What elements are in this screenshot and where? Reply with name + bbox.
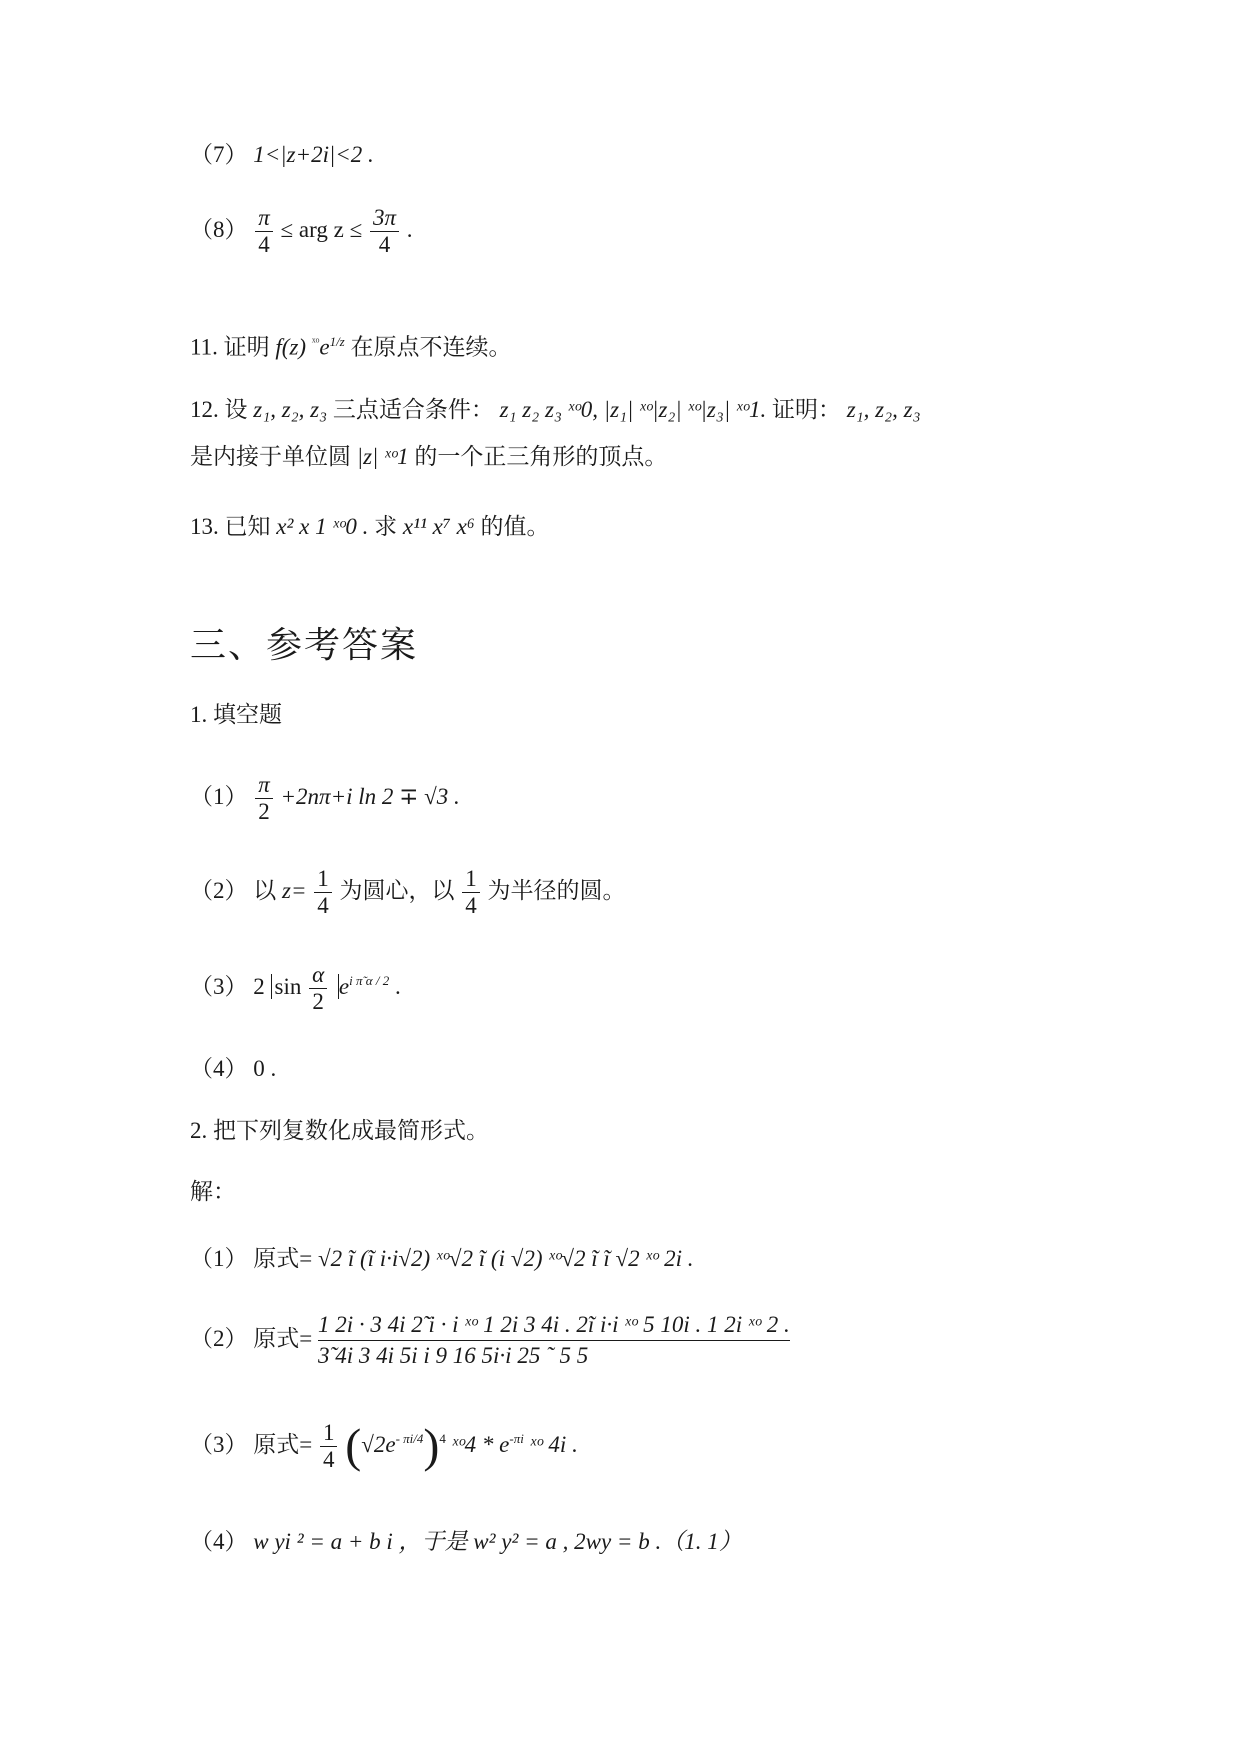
expression-end: . bbox=[406, 216, 413, 242]
answer-text: 以 bbox=[253, 877, 277, 903]
garbled-symbol: ˣᵒ bbox=[311, 334, 320, 349]
fraction-numerator: 3π bbox=[370, 205, 399, 232]
answer-text: 为圆心，以 bbox=[339, 877, 455, 903]
variables: z₁, z₂, z₃ bbox=[253, 397, 328, 422]
answer-1-title: 1. 填空题 bbox=[190, 702, 282, 727]
power: 4 bbox=[439, 1431, 446, 1447]
fraction-numerator: π bbox=[255, 772, 273, 799]
fraction-numerator: π bbox=[255, 205, 273, 232]
fraction-denominator: 4 bbox=[317, 893, 329, 918]
problem-text: 的值。 bbox=[480, 514, 550, 539]
fraction bbox=[314, 866, 332, 919]
problem-text: 在原点不连续。 bbox=[350, 334, 512, 360]
problem-number: 12. bbox=[190, 397, 219, 422]
answer-1-1 bbox=[190, 772, 460, 825]
answer-label: （4） bbox=[190, 1529, 248, 1554]
fraction bbox=[320, 1420, 338, 1473]
answer-expression: ˣᵒ 4i . bbox=[529, 1431, 578, 1457]
inner-expression: √2e bbox=[361, 1431, 396, 1457]
answer-text: 原式= bbox=[253, 1325, 313, 1351]
fraction bbox=[462, 866, 480, 919]
answer-label: （2） bbox=[190, 877, 248, 903]
answer-1-4 bbox=[190, 1052, 276, 1086]
fraction-denominator: 2 bbox=[258, 799, 270, 824]
left-paren: ( bbox=[345, 1419, 362, 1473]
condition-expression: z₁ z₂ z₃ ˣᵒ0, |z₁| ˣᵒ|z₂| ˣᵒ|z₃| ˣᵒ1. bbox=[499, 397, 767, 422]
problem-text: 是内接于单位圆 bbox=[190, 444, 351, 469]
answer-expression: 0 . bbox=[253, 1056, 277, 1081]
answer-2-title: 2. 把下列复数化成最简形式。 bbox=[190, 1118, 489, 1143]
target-expression: x¹¹ x⁷ x⁶ bbox=[402, 514, 475, 539]
answer-expression: w yi ² = a + b i ，于是 w² y² = a , 2wy = b .（1. 1） bbox=[253, 1529, 742, 1554]
answer-1-3 bbox=[190, 962, 401, 1015]
exponent: -πi bbox=[509, 1431, 524, 1447]
fraction-denominator: 2 bbox=[312, 989, 324, 1014]
problem-number: 13. bbox=[190, 514, 219, 539]
exp-base: e bbox=[319, 334, 330, 360]
fraction-denominator: 4 bbox=[378, 232, 391, 257]
exponent: i π̃ α / 2 bbox=[349, 973, 390, 989]
answer-expression: ˣᵒ4 * e bbox=[451, 1431, 510, 1457]
variable: z= bbox=[282, 877, 307, 903]
problem-7 bbox=[190, 138, 374, 172]
section-heading: 三、参考答案 bbox=[190, 625, 419, 666]
fraction-numerator: 1 bbox=[320, 1420, 338, 1447]
solution-label: 解： bbox=[190, 1179, 236, 1204]
answer-1-2 bbox=[190, 866, 625, 919]
answer-2-3 bbox=[190, 1420, 578, 1473]
fraction bbox=[255, 772, 273, 825]
answer-2-1 bbox=[190, 1242, 694, 1276]
fraction bbox=[309, 962, 327, 1015]
problem-text: 证明： bbox=[771, 397, 841, 422]
problem-text: 证明 bbox=[223, 334, 270, 360]
answer-text: 为半径的圆。 bbox=[487, 877, 626, 903]
fraction-numerator: 1 bbox=[314, 866, 332, 893]
variables: z₁, z₂, z₃ bbox=[846, 397, 921, 422]
answer-fraction-block bbox=[318, 1310, 790, 1371]
answer-2-2 bbox=[190, 1310, 790, 1371]
fraction-numerator: 1 bbox=[462, 866, 480, 893]
problem-12-line-2 bbox=[190, 440, 667, 474]
exponent: 1/z bbox=[329, 334, 345, 349]
problem-text: 求 bbox=[374, 514, 398, 539]
answer-label: （1） bbox=[190, 1246, 248, 1271]
problem-expression: 1<|z+2i|<2 . bbox=[253, 142, 374, 167]
problem-8 bbox=[190, 205, 412, 258]
fraction bbox=[370, 205, 399, 258]
fraction-denominator: 4 bbox=[258, 232, 270, 257]
answer-label: （3） bbox=[190, 1431, 248, 1457]
coefficient: 2 bbox=[253, 973, 265, 999]
fraction-numerator: α bbox=[309, 962, 327, 989]
inequality-middle: ≤ arg z ≤ bbox=[280, 216, 363, 242]
sin-function: sin bbox=[274, 973, 302, 999]
fraction-denominator: 4 bbox=[322, 1447, 335, 1472]
answer-expression: √2 ĩ (ĩ i·i√2) ˣᵒ√2 ĩ (i √2) ˣᵒ√2 ĩ ĩ √2 ˣᵒ 2i . bbox=[317, 1246, 694, 1271]
denominator-row: 3̃ 4i 3 4i 5i i 9 16 5i·i 25 ˜ 5 5 bbox=[317, 1343, 589, 1368]
answer-text: 原式= bbox=[253, 1431, 313, 1457]
numerator-row: 1 2i · 3 4i 2̃ i · i ˣᵒ 1 2i 3 4i . 2ĩ i·i ˣᵒ 5 10i . 1 2i ˣᵒ 2 . bbox=[318, 1310, 790, 1341]
problem-text: 已知 bbox=[224, 514, 271, 539]
right-paren: ) bbox=[423, 1419, 440, 1473]
problem-text: 的一个正三角形的顶点。 bbox=[414, 444, 668, 469]
problem-11 bbox=[190, 325, 511, 365]
function-expression: f(z) bbox=[275, 334, 307, 360]
answer-label: （1） bbox=[190, 783, 248, 809]
expression-end: . bbox=[394, 973, 401, 999]
problem-label: （8） bbox=[190, 216, 248, 242]
equation: x² x 1 ˣᵒ0 . bbox=[276, 514, 369, 539]
answer-label: （2） bbox=[190, 1325, 248, 1351]
answer-label: （4） bbox=[190, 1056, 248, 1081]
problem-number: 11. bbox=[190, 334, 218, 360]
problem-text: 设 bbox=[224, 397, 248, 422]
absolute-value bbox=[271, 962, 339, 1014]
fraction-denominator: 4 bbox=[465, 893, 477, 918]
exponent: - πi/4 bbox=[395, 1431, 424, 1447]
answer-expression: +2nπ+i ln 2 ∓ √3 . bbox=[280, 783, 460, 809]
circle-expression: |z| ˣᵒ1 bbox=[356, 444, 409, 469]
problem-text: 三点适合条件： bbox=[332, 397, 494, 422]
problem-label: （7） bbox=[190, 142, 248, 167]
problem-13 bbox=[190, 510, 550, 544]
exp-base: e bbox=[338, 973, 350, 999]
fraction bbox=[255, 205, 273, 258]
problem-12-line-1 bbox=[190, 393, 921, 427]
answer-text: 原式= bbox=[253, 1246, 313, 1271]
answer-2-4 bbox=[190, 1525, 742, 1559]
answer-label: （3） bbox=[190, 973, 248, 999]
